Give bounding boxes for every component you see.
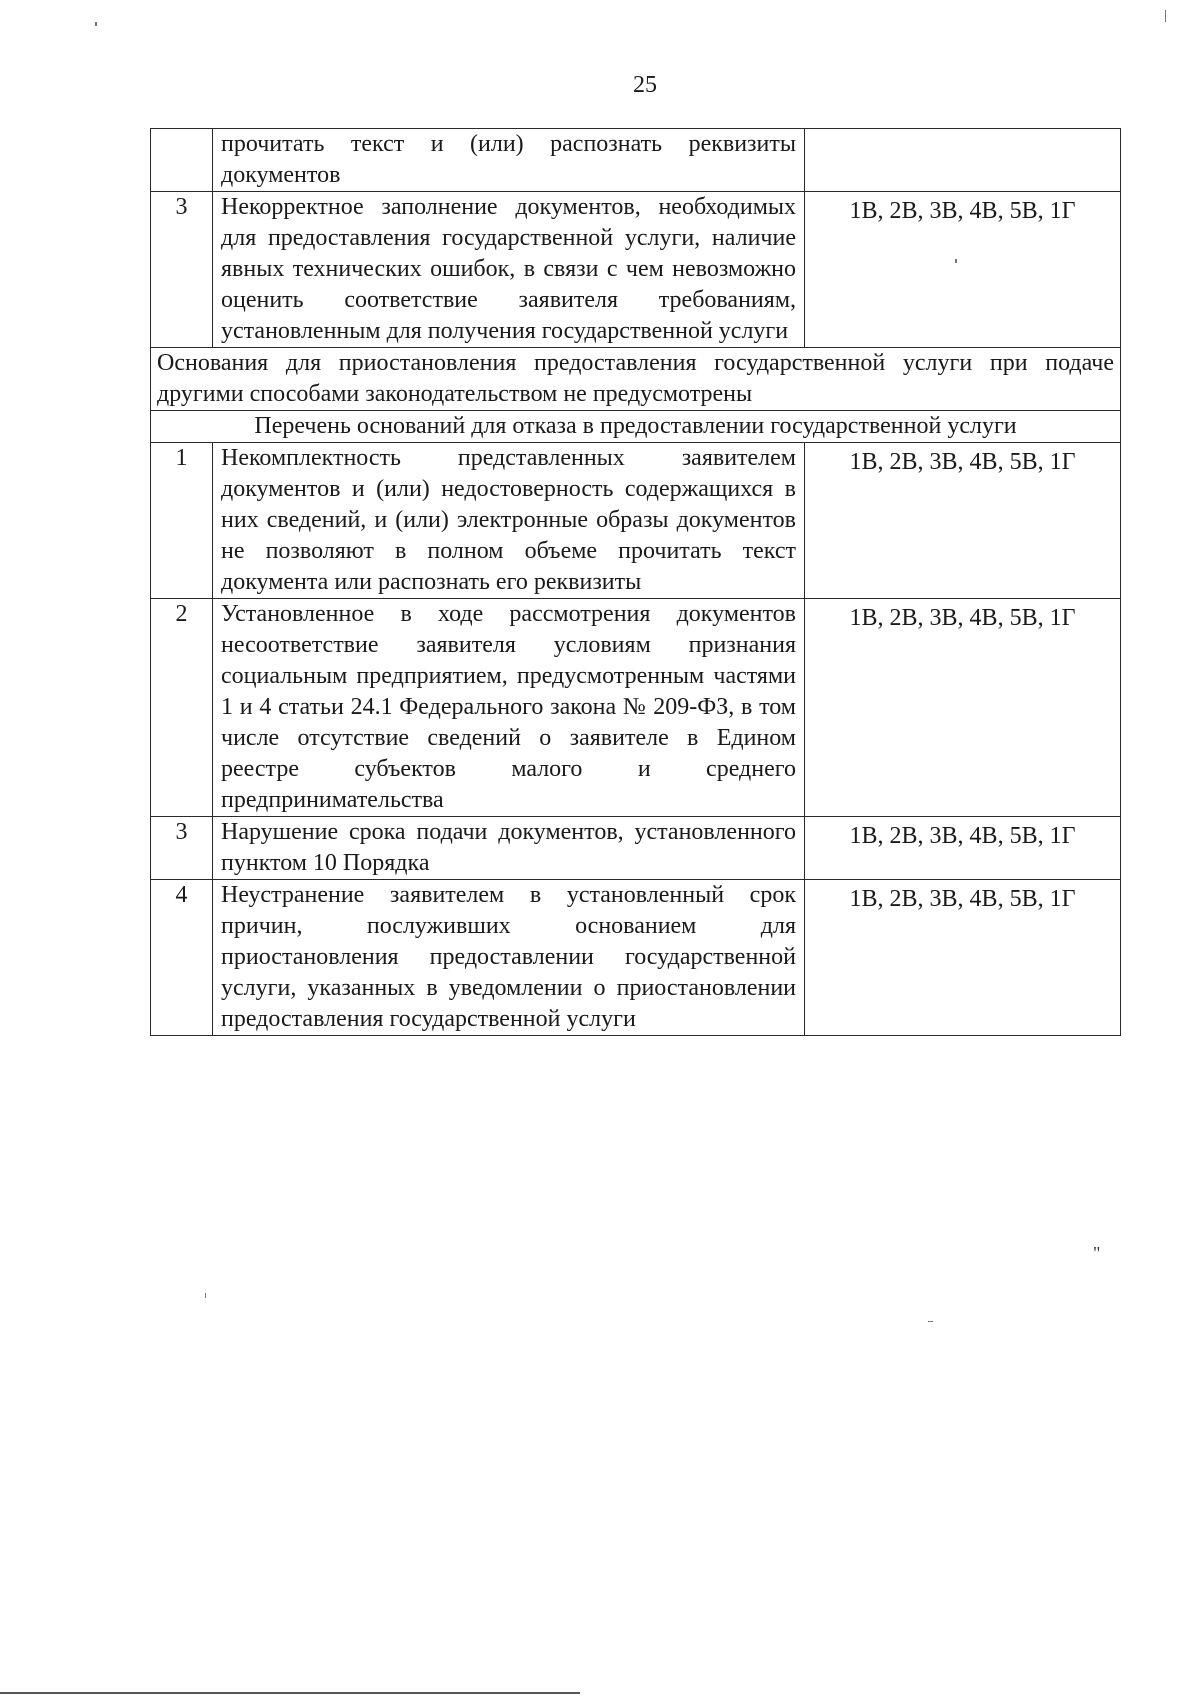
row-text: Некомплектность представленных заявителем документов и (или) недостоверность содержащихся в них сведений, и (или) электронные образы документов не позволяют в полном объеме прочитать текст документа или распознать его реквизиты [213,443,805,599]
section-heading-refusal: Перечень оснований для отказа в предоставлении государственной услуги [151,411,1121,443]
row-codes [805,129,1121,192]
page-number: 25 [633,72,657,98]
row-codes: 1В, 2В, 3В, 4В, 5В, 1Г [805,443,1121,599]
closing-quote: " [1093,1243,1101,1263]
section-row [151,411,1121,443]
row-number: 2 [151,599,213,817]
scan-edge-line [0,1692,580,1694]
scan-speck [95,22,97,26]
table-row [151,192,1121,348]
table-row [151,817,1121,880]
row-number: 4 [151,880,213,1036]
row-text: прочитать текст и (или) распознать реквизиты документов [213,129,805,192]
row-text: Установленное в ходе рассмотрения документов несоответствие заявителя условиям признания социальным предприятием, предусмотренным частями 1 и 4 статьи 24.1 Федерального закона № 209-ФЗ, в том числе отсутствие сведений о заявителе в Едином реестре субъектов малого и среднего предпринимательства [213,599,805,817]
row-codes: 1В, 2В, 3В, 4В, 5В, 1Г [805,880,1121,1036]
table-row [151,880,1121,1036]
row-number: 3 [151,817,213,880]
section-heading-suspension: Основания для приостановления предоставления государственной услуги при подаче другими способами законодательством не предусмотрены [151,348,1121,411]
row-codes: 1В, 2В, 3В, 4В, 5В, 1Г [805,817,1121,880]
scan-speck [928,1321,933,1322]
table-row [151,129,1121,192]
scan-speck [205,1293,206,1298]
row-codes: 1В, 2В, 3В, 4В, 5В, 1Г [805,192,1121,348]
row-number: 1 [151,443,213,599]
row-codes: 1В, 2В, 3В, 4В, 5В, 1Г [805,599,1121,817]
table-row [151,599,1121,817]
scan-speck [1165,10,1166,22]
row-text: Неустранение заявителем в установленный срок причин, послуживших основанием для приостановления предоставлении государственной услуги, указанных в уведомлении о приостановлении предоставления государственной услуги [213,880,805,1036]
scan-speck [955,259,957,263]
row-text: Некорректное заполнение документов, необходимых для предоставления государственной услуги, наличие явных технических ошибок, в связи с чем невозможно оценить соответствие заявителя требованиям, установленным для получения государственной услуги [213,192,805,348]
row-number: 3 [151,192,213,348]
section-row [151,348,1121,411]
row-number [151,129,213,192]
table-row [151,443,1121,599]
row-text: Нарушение срока подачи документов, установленного пунктом 10 Порядка [213,817,805,880]
grounds-table [150,128,1121,1036]
